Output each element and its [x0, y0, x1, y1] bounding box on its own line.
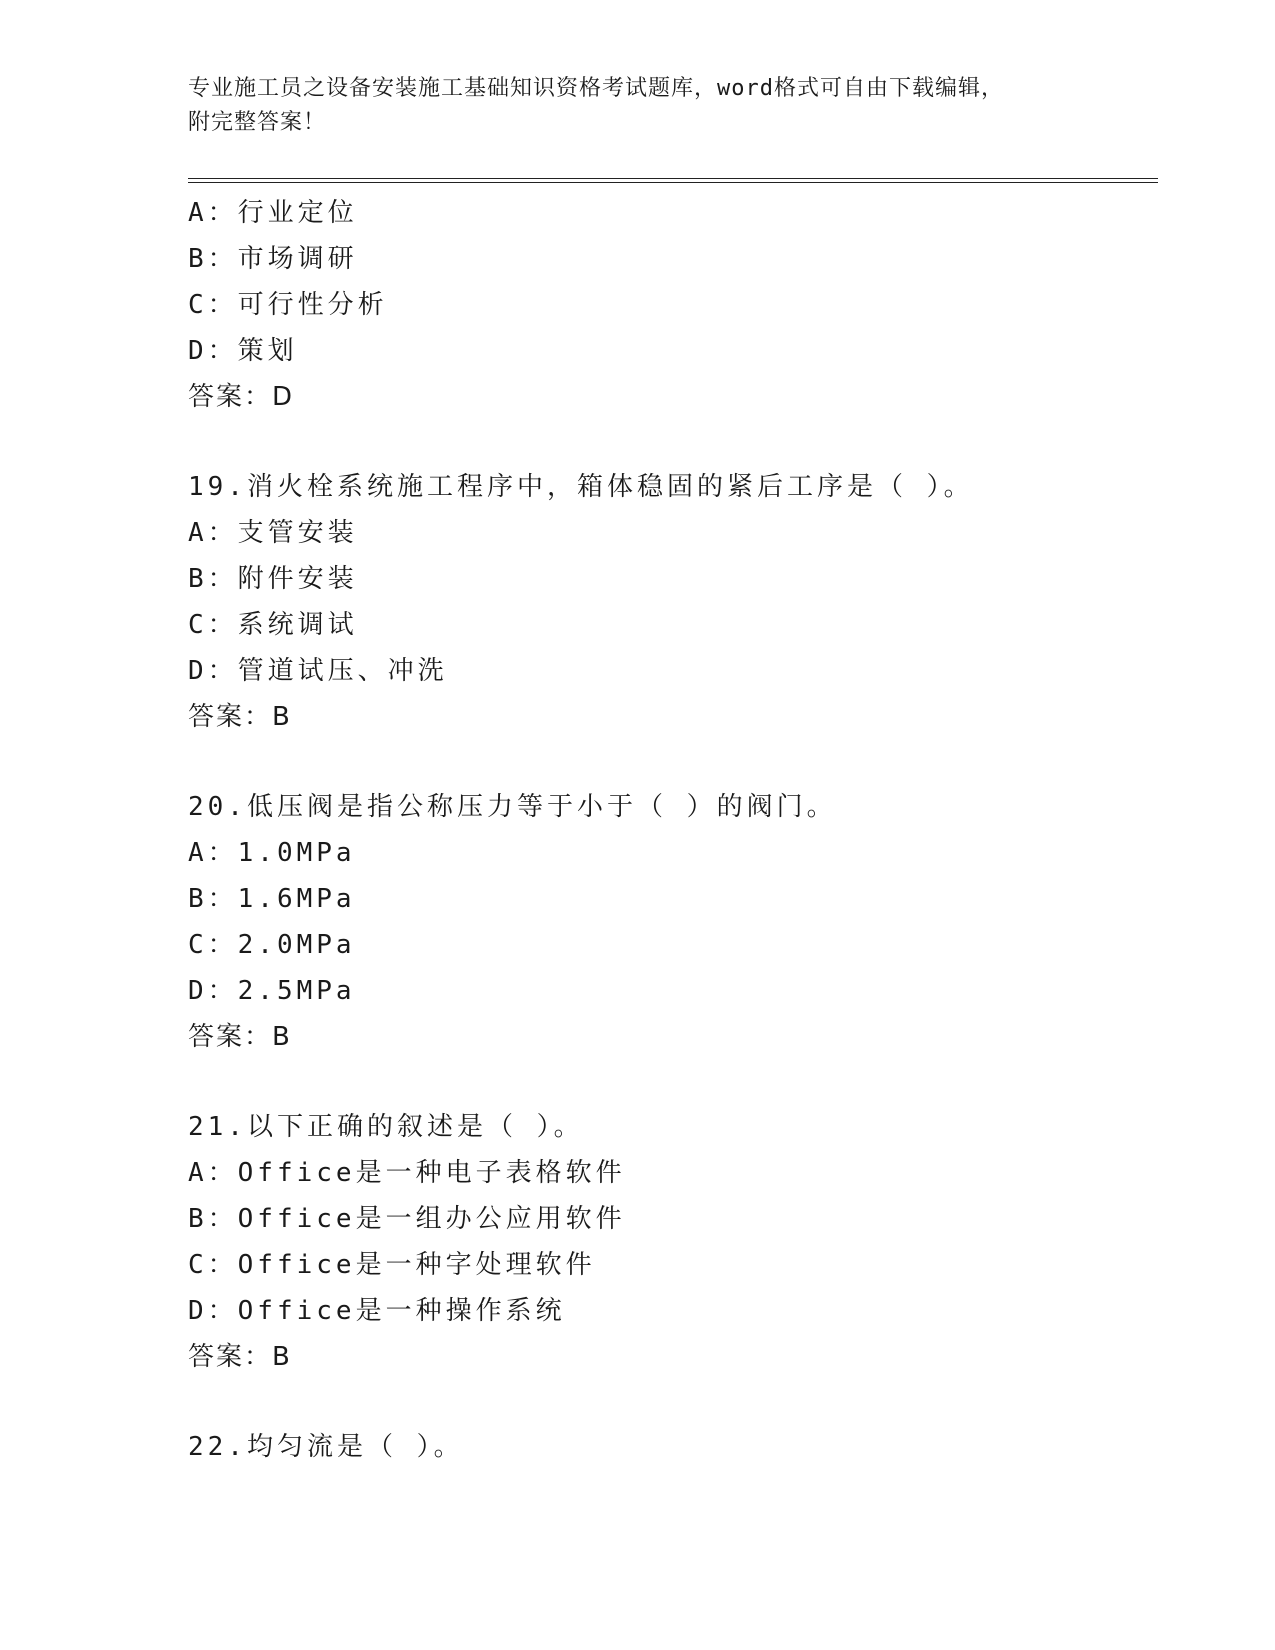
document-header: [188, 72, 1068, 140]
question-list: [188, 190, 1158, 1470]
answer: 答案：D: [188, 382, 295, 412]
option-c: C：可行性分析: [188, 290, 388, 320]
option-a: A：行业定位: [188, 198, 358, 228]
option-b: B：1.6MPa: [188, 884, 356, 914]
header-line-1: 专业施工员之设备安装施工基础知识资格考试题库，word格式可自由下载编辑，: [188, 76, 1004, 101]
option-d: D：Office是一种操作系统: [188, 1296, 566, 1326]
option-d: D：2.5MPa: [188, 976, 356, 1006]
header-divider: [188, 178, 1158, 183]
answer: 答案：B: [188, 1342, 292, 1372]
question-title: 22.均匀流是（ ）。: [188, 1432, 464, 1462]
option-d: D：策划: [188, 336, 298, 366]
option-c: C：Office是一种字处理软件: [188, 1250, 596, 1280]
option-b: B：附件安装: [188, 564, 358, 594]
option-a: A：Office是一种电子表格软件: [188, 1158, 626, 1188]
option-b: B：Office是一组办公应用软件: [188, 1204, 626, 1234]
question-block-21: [188, 1104, 1158, 1380]
option-c: C：系统调试: [188, 610, 358, 640]
question-title: 20.低压阀是指公称压力等于小于（ ）的阀门。: [188, 792, 837, 822]
question-block-19: [188, 464, 1158, 740]
option-c: C：2.0MPa: [188, 930, 356, 960]
question-block-20: [188, 784, 1158, 1060]
header-line-2: 附完整答案！: [188, 110, 327, 135]
question-title: 21.以下正确的叙述是（ ）。: [188, 1112, 584, 1142]
option-a: A：支管安装: [188, 518, 358, 548]
option-d: D：管道试压、冲洗: [188, 656, 448, 686]
question-block-22: [188, 1424, 1158, 1470]
option-b: B：市场调研: [188, 244, 358, 274]
option-a: A：1.0MPa: [188, 838, 356, 868]
question-block-18: [188, 190, 1158, 420]
answer: 答案：B: [188, 702, 292, 732]
question-title: 19.消火栓系统施工程序中，箱体稳固的紧后工序是（ ）。: [188, 472, 974, 502]
answer: 答案：B: [188, 1022, 292, 1052]
